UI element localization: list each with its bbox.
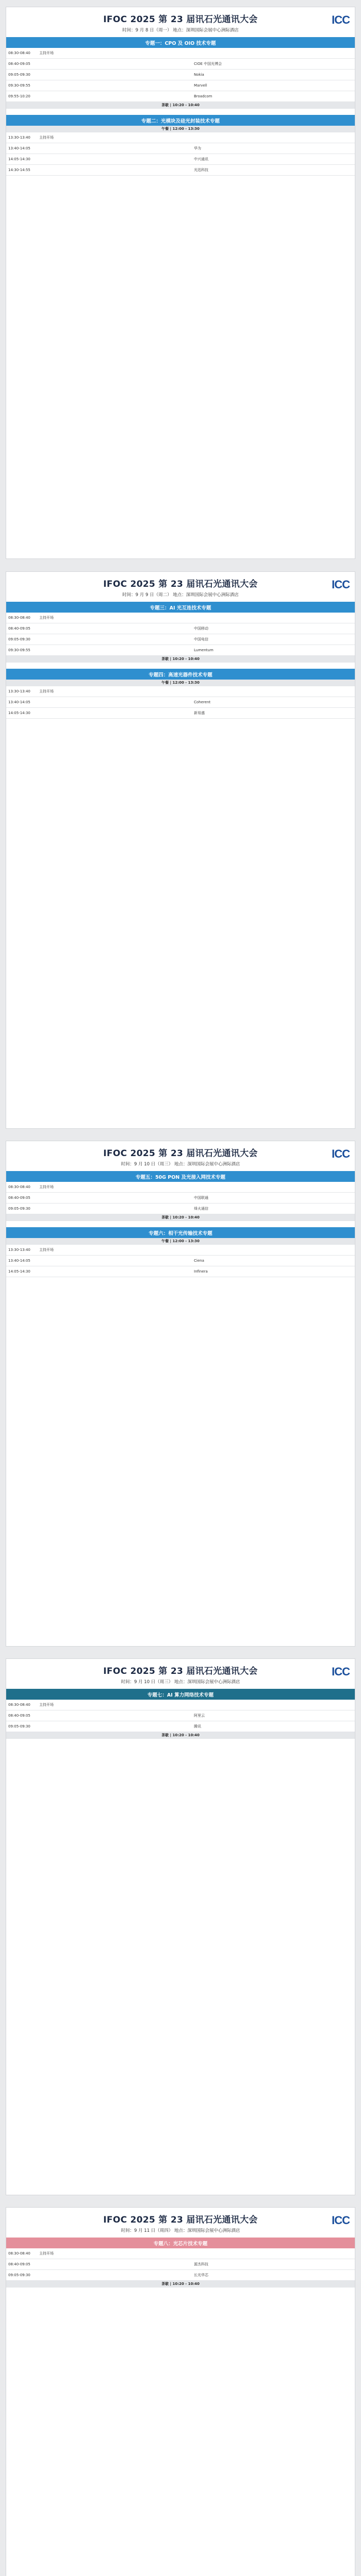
table-row: 13:30-13:40 主持开场 xyxy=(6,1245,355,1256)
agenda-sheet-day1 xyxy=(6,7,355,558)
session-band: 专题五：50G PON 及光接入网技术专题 xyxy=(6,1171,355,1182)
table-row: 13:30-13:40 主持开场 xyxy=(6,132,355,143)
conference-time-place: 时间：9 月 10 日（周三） 地点：深圳国际会展中心洲际酒店 xyxy=(121,1679,240,1685)
conference-title: IFOC 2025 第 23 届讯石光通讯大会 xyxy=(103,1148,258,1159)
table-row: 09:05-09:30 长光华芯 xyxy=(6,2270,355,2281)
session-table xyxy=(6,1700,355,1739)
session-band: 专题六：相干光传输技术专题 xyxy=(6,1227,355,1238)
icc-logo: ICC xyxy=(332,1665,350,1678)
table-row: 08:40-09:05 CIOE 中国光博会 xyxy=(6,59,355,70)
break-row: 茶歇 | 10:20 - 10:40 xyxy=(6,1214,355,1221)
session-table xyxy=(6,2248,355,2287)
table-row: 09:05-09:30 中国电信 xyxy=(6,634,355,645)
session-table xyxy=(6,613,355,663)
session-band: 专题一：CPO 及 OIO 技术专题 xyxy=(6,37,355,48)
break-row: 茶歇 | 10:20 - 10:40 xyxy=(6,2281,355,2287)
agenda-sheet-day2 xyxy=(6,572,355,1128)
conference-time-place: 时间：9 月 10 日（周三） 地点：深圳国际会展中心洲际酒店 xyxy=(121,1161,240,1167)
break-row: 茶歇 | 10:20 - 10:40 xyxy=(6,1732,355,1739)
table-row: 09:55-10:20 Broadcom xyxy=(6,91,355,102)
conference-title: IFOC 2025 第 23 届讯石光通讯大会 xyxy=(103,14,258,25)
agenda-sheet-day3b xyxy=(6,1659,355,2195)
session-band: 专题二：光模块及硅光封装技术专题 xyxy=(6,115,355,126)
icc-logo: ICC xyxy=(332,2214,350,2227)
break-row: 午餐 | 12:00 - 13:30 xyxy=(6,126,355,132)
session-table xyxy=(6,680,355,719)
table-row: 13:30-13:40 主持开场 xyxy=(6,686,355,697)
break-row: 午餐 | 12:00 - 13:30 xyxy=(6,1238,355,1245)
table-row: 09:30-09:55 Marvell xyxy=(6,80,355,91)
sheet-header xyxy=(6,572,355,602)
conference-title: IFOC 2025 第 23 届讯石光通讯大会 xyxy=(103,1666,258,1676)
table-row: 08:30-08:40 主持开场 xyxy=(6,48,355,59)
conference-title: IFOC 2025 第 23 届讯石光通讯大会 xyxy=(103,2214,258,2225)
icc-logo: ICC xyxy=(332,578,350,591)
sheet-header xyxy=(6,2208,355,2238)
table-row: 14:30-14:55 光迅科技 xyxy=(6,165,355,176)
table-row: 08:30-08:40 主持开场 xyxy=(6,2248,355,2259)
table-row: 13:40-14:05 Ciena xyxy=(6,1256,355,1266)
table-row: 14:05-14:30 Infinera xyxy=(6,1266,355,1277)
session-table xyxy=(6,1238,355,1277)
session-band: 专题四：高速光器件技术专题 xyxy=(6,669,355,680)
table-row: 08:30-08:40 主持开场 xyxy=(6,613,355,623)
break-row: 午餐 | 12:00 - 13:30 xyxy=(6,680,355,686)
session-band: 专题三：AI 光互连技术专题 xyxy=(6,602,355,613)
sheet-header xyxy=(6,1659,355,1689)
agenda-sheet-day3 xyxy=(6,1141,355,1646)
icc-logo: ICC xyxy=(332,1147,350,1160)
table-row: 13:40-14:05 华为 xyxy=(6,143,355,154)
session-band: 专题七：AI 算力网络技术专题 xyxy=(6,1689,355,1700)
conference-time-place: 时间：9 月 11 日（周四） 地点：深圳国际会展中心洲际酒店 xyxy=(121,2228,240,2233)
icc-logo: ICC xyxy=(332,13,350,26)
table-row: 09:30-09:55 Lumentum xyxy=(6,645,355,656)
conference-time-place: 时间：9 月 8 日（周一） 地点：深圳国际会展中心洲际酒店 xyxy=(122,27,239,33)
table-row: 13:40-14:05 Coherent xyxy=(6,697,355,708)
break-row: 茶歇 | 10:20 - 10:40 xyxy=(6,656,355,663)
table-row: 09:05-09:30 腾讯 xyxy=(6,1721,355,1732)
table-row: 08:40-09:05 中国联通 xyxy=(6,1193,355,1204)
table-row: 14:05-14:30 新易盛 xyxy=(6,708,355,719)
table-row: 08:40-09:05 源杰科技 xyxy=(6,2259,355,2270)
agenda-sheet-day4 xyxy=(6,2208,355,2576)
table-row: 08:40-09:05 阿里云 xyxy=(6,1710,355,1721)
sheet-header xyxy=(6,7,355,37)
table-row: 09:05-09:30 Nokia xyxy=(6,70,355,80)
table-row: 09:05-09:30 烽火通信 xyxy=(6,1204,355,1214)
session-band: 专题八：光芯片技术专题 xyxy=(6,2238,355,2248)
session-table xyxy=(6,48,355,109)
sheet-header xyxy=(6,1141,355,1171)
conference-time-place: 时间：9 月 9 日（周二） 地点：深圳国际会展中心洲际酒店 xyxy=(122,592,239,598)
table-row: 08:30-08:40 主持开场 xyxy=(6,1700,355,1710)
table-row: 14:05-14:30 中兴通讯 xyxy=(6,154,355,165)
session-table xyxy=(6,126,355,176)
session-table xyxy=(6,1182,355,1221)
conference-title: IFOC 2025 第 23 届讯石光通讯大会 xyxy=(103,579,258,589)
table-row: 08:40-09:05 中国移动 xyxy=(6,623,355,634)
break-row: 茶歇 | 10:20 - 10:40 xyxy=(6,102,355,109)
table-row: 08:30-08:40 主持开场 xyxy=(6,1182,355,1193)
